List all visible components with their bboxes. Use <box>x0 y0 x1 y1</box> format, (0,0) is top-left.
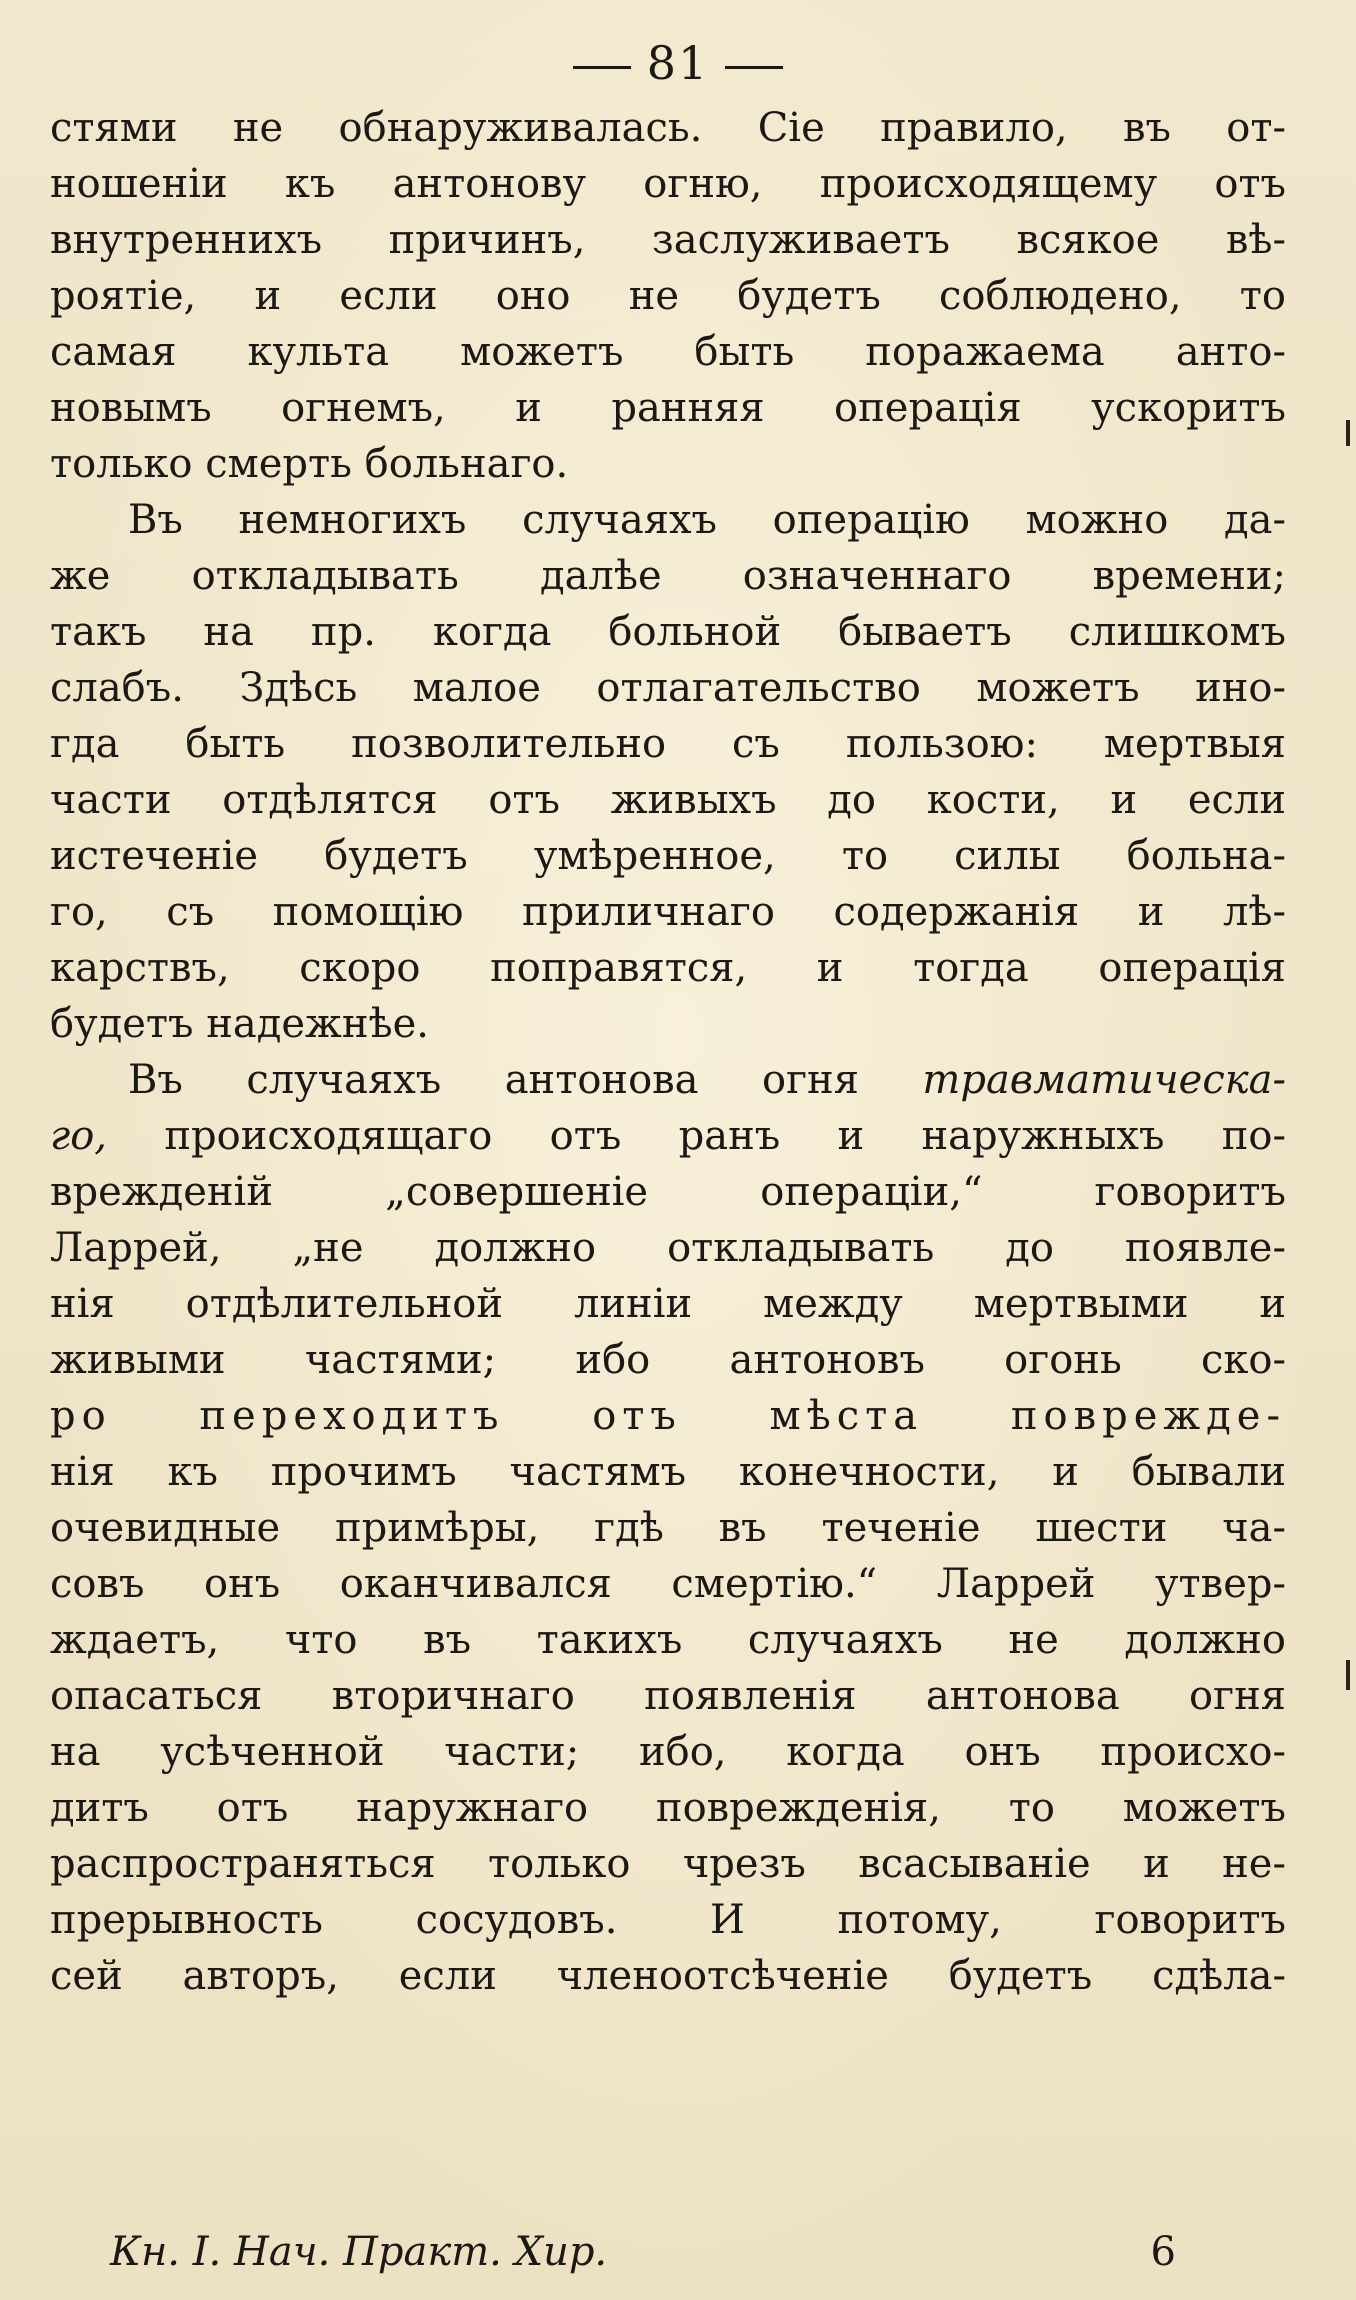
text-line: Ларрей, „не должно откладывать до появле- <box>50 1225 1286 1271</box>
text-line-roman: происходящаго отъ ранъ и наружныхъ по- <box>164 1113 1286 1159</box>
text-line: же откладывать далѣе означеннаго времени; <box>50 553 1286 599</box>
text-line: очевидные примѣры, гдѣ въ теченіе шести ча- <box>50 1505 1286 1551</box>
text-line: совъ онъ оканчивался смертію.“ Ларрей утвер- <box>50 1561 1286 1607</box>
text-line-italic: травматическа- <box>922 1057 1286 1103</box>
text-line-mixed <box>50 1108 1286 1164</box>
text-line: стями не обнаруживалась. Сіе правило, въ от- <box>50 105 1286 151</box>
text-line: го, съ помощію приличнаго содержанія и лѣ- <box>50 889 1286 935</box>
text-line-mixed <box>50 1052 1286 1108</box>
text-line: карствъ, скоро поправятся, и тогда операція <box>50 945 1286 991</box>
margin-edge-mark <box>1346 420 1350 446</box>
text-line: будетъ надежнѣе. <box>50 1001 429 1047</box>
text-line: ждаетъ, что въ такихъ случаяхъ не должно <box>50 1617 1286 1663</box>
text-line: такъ на пр. когда больной бываетъ слишкомъ <box>50 609 1286 655</box>
page-number-dash-right <box>725 66 783 69</box>
text-line: истеченіе будетъ умѣренное, то силы больна- <box>50 833 1286 879</box>
text-line: на усѣченной части; ибо, когда онъ происхо- <box>50 1729 1286 1775</box>
body-text <box>50 100 1286 2004</box>
text-line: роятіе, и если оно не будетъ соблюдено, то <box>50 273 1286 319</box>
text-line: сей авторъ, если членоотсѣченіе будетъ сдѣла- <box>50 1953 1286 1999</box>
text-line: ро переходитъ отъ мѣста повреждe- <box>50 1393 1286 1439</box>
text-line-italic: го, <box>50 1113 108 1159</box>
text-line: врежденій „совершеніе операціи,“ говоритъ <box>50 1169 1286 1215</box>
page-number-value: 81 <box>646 36 710 90</box>
sheet-number: 6 <box>1150 2229 1176 2275</box>
page-number-dash-left <box>573 66 631 69</box>
page-number <box>0 36 1356 90</box>
text-line: Въ немногихъ случаяхъ операцію можно да- <box>128 497 1286 543</box>
text-line: только смерть больнаго. <box>50 441 569 487</box>
signature-mark: Кн. I. Нач. Практ. Хир. <box>110 2229 608 2275</box>
text-line: опасаться вторичнаго появленія антонова огня <box>50 1673 1286 1719</box>
text-line: самая культа можетъ быть поражаема анто- <box>50 329 1286 375</box>
text-line: ношеніи къ антонову огню, происходящему отъ <box>50 161 1286 207</box>
text-line: дитъ отъ наружнаго поврежденія, то можетъ <box>50 1785 1286 1831</box>
text-line: нія отдѣлительной линіи между мертвыми и <box>50 1281 1286 1327</box>
text-line: живыми частями; ибо антоновъ огонь ско- <box>50 1337 1286 1383</box>
text-line: внутреннихъ причинъ, заслуживаетъ всякое вѣ- <box>50 217 1286 263</box>
margin-edge-mark <box>1346 1660 1350 1690</box>
text-line: нія къ прочимъ частямъ конечности, и бывали <box>50 1449 1286 1495</box>
text-line: новымъ огнемъ, и ранняя операція ускоритъ <box>50 385 1286 431</box>
page-footer <box>50 2224 1286 2280</box>
text-line-roman: Въ случаяхъ антонова огня <box>128 1057 859 1103</box>
text-line: слабъ. Здѣсь малое отлагательство можетъ ино- <box>50 665 1286 711</box>
text-line: гда быть позволительно съ пользою: мертвыя <box>50 721 1286 767</box>
text-line: части отдѣлятся отъ живыхъ до кости, и если <box>50 777 1286 823</box>
text-line: прерывность сосудовъ. И потому, говоритъ <box>50 1897 1286 1943</box>
text-line: распространяться только чрезъ всасываніе и не- <box>50 1841 1286 1887</box>
